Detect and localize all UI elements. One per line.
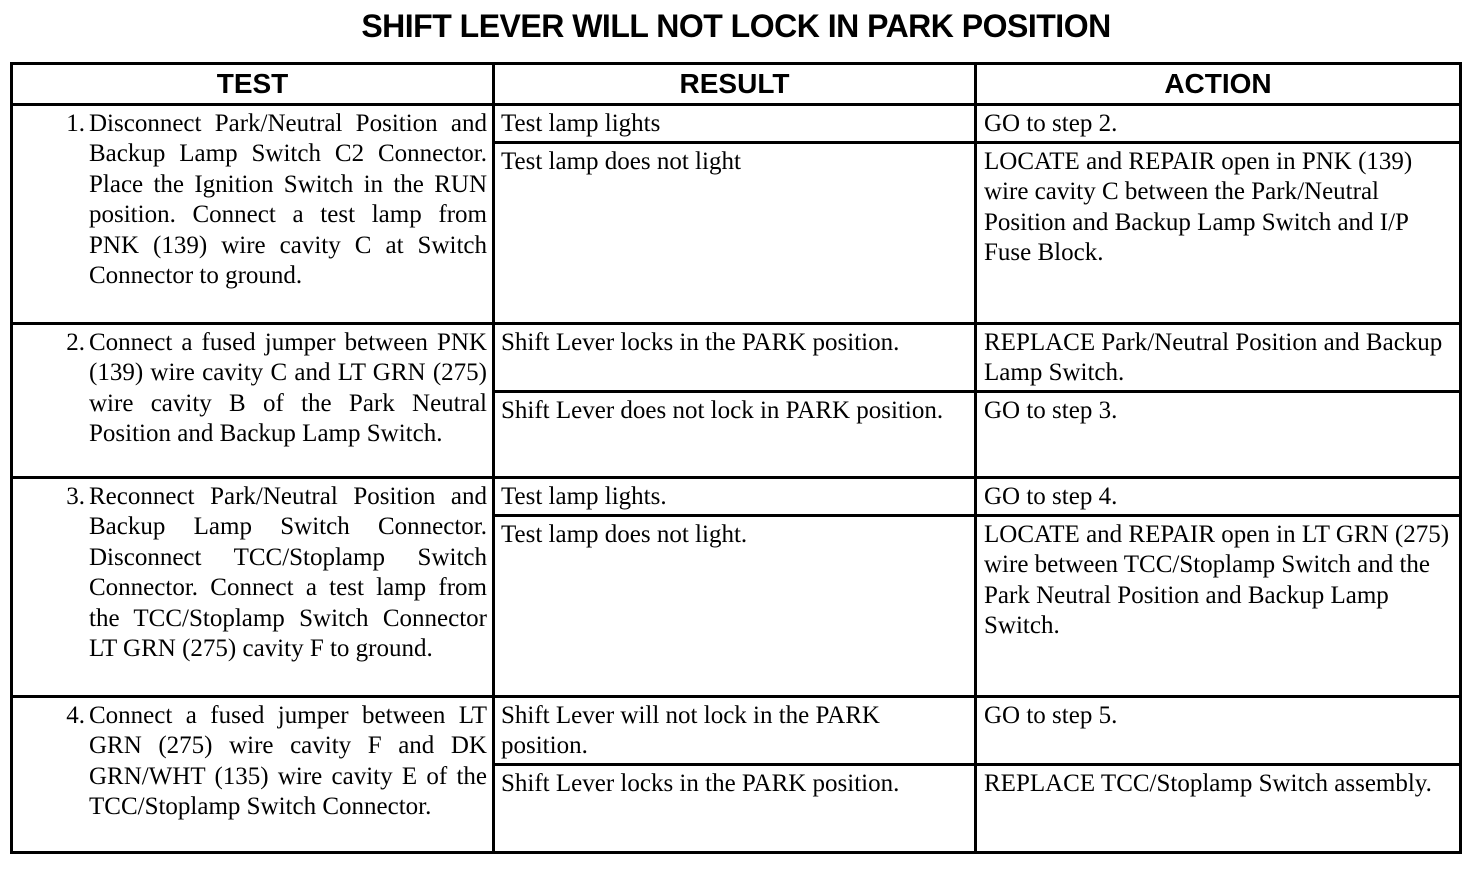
header-test: TEST xyxy=(12,64,494,105)
test-text: Reconnect Park/Neutral Position and Backup Lamp Switch Connector. Disconnect TCC/Stoplamp Switch Connector. Connect a test lamp from the TCC/Stoplamp Switch Connector LT GRN (275) cavity F to ground. xyxy=(89,483,487,663)
action-cell: GO to step 3. xyxy=(976,392,1461,478)
test-text: Connect a fused jumper between LT GRN (275) wire cavity F and DK GRN/WHT (135) wire cavity E of the TCC/Stoplamp Switch Connector. xyxy=(89,702,487,821)
result-cell: Shift Lever locks in the PARK position. xyxy=(494,765,976,853)
header-result: RESULT xyxy=(494,64,976,105)
test-text: Connect a fused jumper between PNK (139) wire cavity C and LT GRN (275) wire cavity B of the Park Neutral Position and Backup Lamp Switch. xyxy=(89,329,487,448)
page-title: SHIFT LEVER WILL NOT LOCK IN PARK POSITION xyxy=(361,8,1111,44)
action-cell: GO to step 5. xyxy=(976,697,1461,765)
step-number: 1. xyxy=(66,110,85,137)
action-cell: GO to step 4. xyxy=(976,478,1461,516)
action-cell: REPLACE Park/Neutral Position and Backup Lamp Switch. xyxy=(976,324,1461,392)
diagnostic-table xyxy=(10,62,1462,854)
table-row xyxy=(12,105,1461,143)
test-text: Disconnect Park/Neutral Position and Backup Lamp Switch C2 Connector. Place the Ignition Switch in the RUN position. Connect a test lamp from PNK (139) wire cavity C at Switch Connector to ground. xyxy=(89,110,487,290)
action-cell: REPLACE TCC/Stoplamp Switch assembly. xyxy=(976,765,1461,853)
test-step-4 xyxy=(12,697,494,853)
test-step-2 xyxy=(12,324,494,478)
table-row xyxy=(12,697,1461,765)
result-cell: Test lamp lights. xyxy=(494,478,976,516)
result-cell: Shift Lever locks in the PARK position. xyxy=(494,324,976,392)
header-action: ACTION xyxy=(976,64,1461,105)
result-cell: Test lamp lights xyxy=(494,105,976,143)
header-row xyxy=(12,64,1461,105)
test-step-1 xyxy=(12,105,494,324)
table-row xyxy=(12,478,1461,516)
step-number: 3. xyxy=(66,483,85,510)
result-cell: Shift Lever does not lock in PARK position. xyxy=(494,392,976,478)
action-cell: LOCATE and REPAIR open in LT GRN (275) wire between TCC/Stoplamp Switch and the Park Neutral Position and Backup Lamp Switch. xyxy=(976,516,1461,697)
result-cell: Shift Lever will not lock in the PARK position. xyxy=(494,697,976,765)
result-cell: Test lamp does not light xyxy=(494,143,976,324)
action-cell: GO to step 2. xyxy=(976,105,1461,143)
step-number: 4. xyxy=(66,702,85,729)
test-step-3 xyxy=(12,478,494,697)
action-cell: LOCATE and REPAIR open in PNK (139) wire cavity C between the Park/Neutral Position and Backup Lamp Switch and I/P Fuse Block. xyxy=(976,143,1461,324)
step-number: 2. xyxy=(66,329,85,356)
result-cell: Test lamp does not light. xyxy=(494,516,976,697)
table-row xyxy=(12,324,1461,392)
